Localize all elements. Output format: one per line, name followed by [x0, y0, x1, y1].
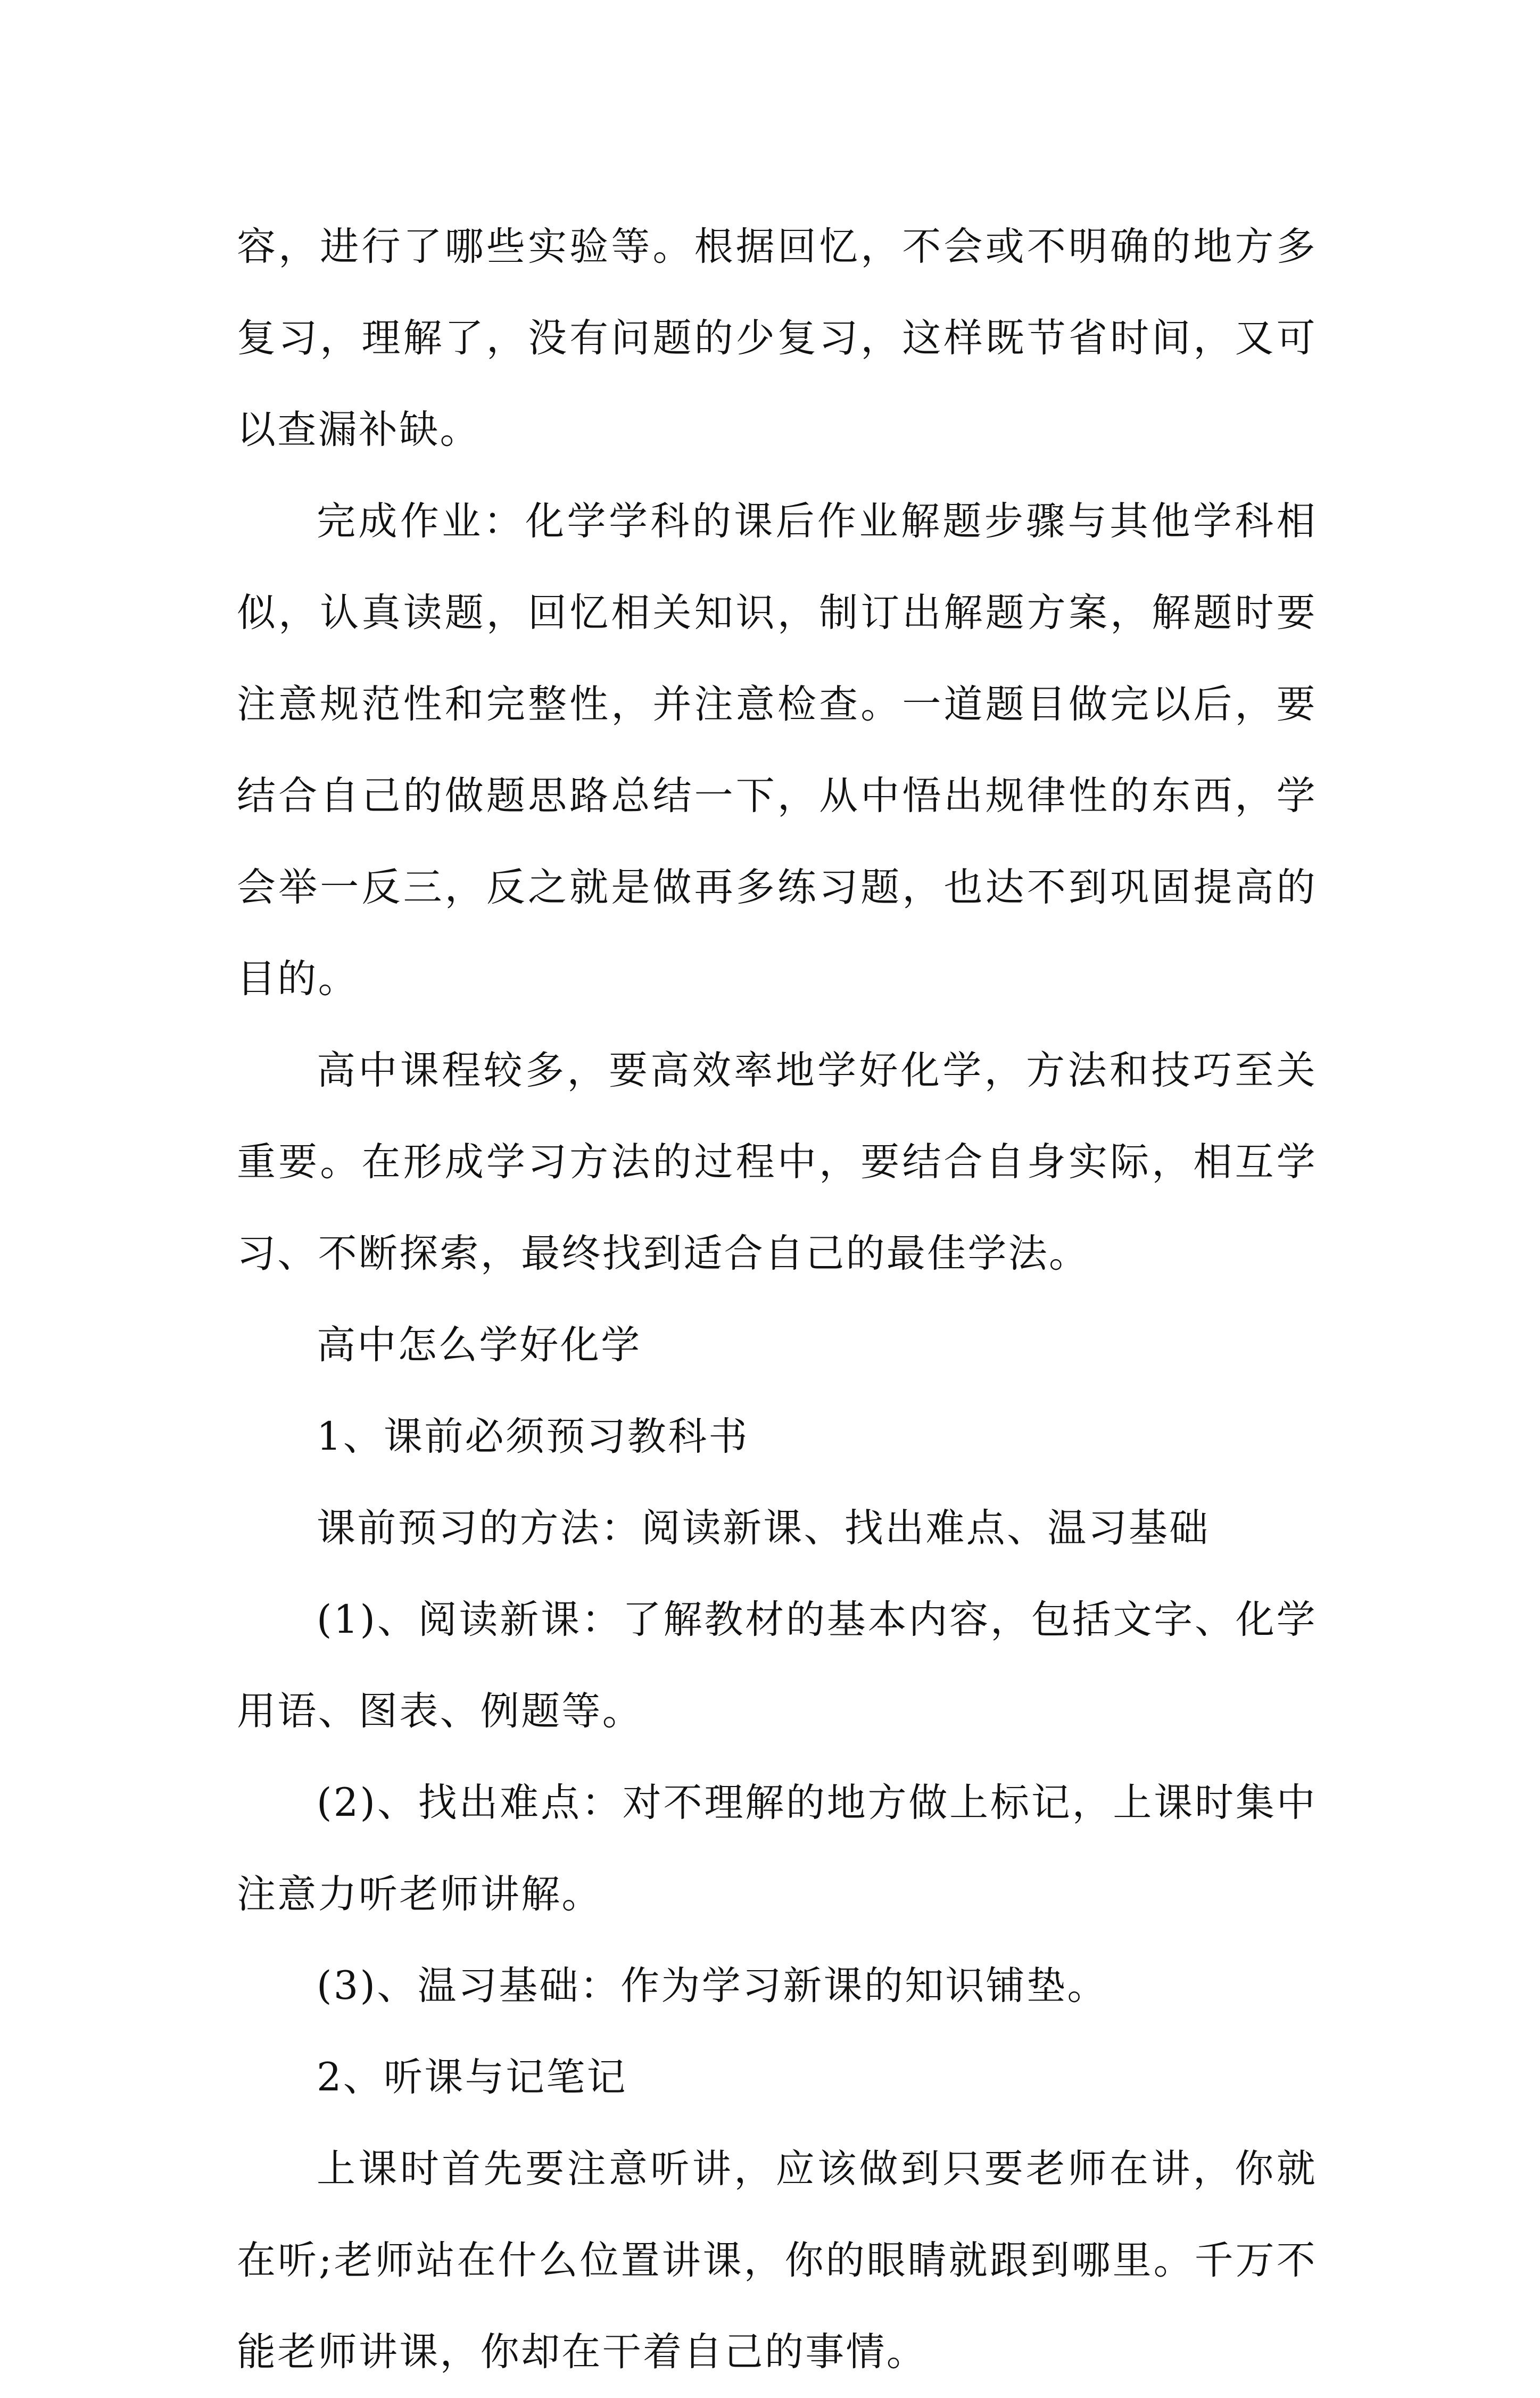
paragraph-listening: 上课时首先要注意听讲，应该做到只要老师在讲，你就在听;老师站在什么位置讲课，你的眼睛就跟到哪里。千万不能老师讲课，你却在干着自己的事情。	[237, 2146, 1317, 2375]
section-heading: 高中怎么学好化学	[317, 1322, 642, 1368]
list-item-review-basics: (3)、温习基础：作为学习新课的知识铺垫。	[317, 1963, 1108, 2008]
paragraph-continued: 容，进行了哪些实验等。根据回忆，不会或不明确的地方多复习，理解了，没有问题的少复习，这样既节省时间，又可以查漏补缺。	[237, 224, 1317, 452]
document-page	[237, 201, 1317, 2398]
list-item-find-difficulty: (2)、找出难点：对不理解的地方做上标记，上课时集中注意力听老师讲解。	[237, 1780, 1317, 1917]
paragraph-homework: 完成作业：化学学科的课后作业解题步骤与其他学科相似，认真读题，回忆相关知识，制订出解题方案，解题时要注意规范性和完整性，并注意检查。一道题目做完以后，要结合自己的做题思路总结一下，从中悟出规律性的东西，学会举一反三，反之就是做再多练习题，也达不到巩固提高的目的。	[237, 499, 1317, 1002]
paragraph-summary: 高中课程较多，要高效率地学好化学，方法和技巧至关重要。在形成学习方法的过程中，要结合自身实际，相互学习、不断探索，最终找到适合自己的最佳学法。	[237, 1048, 1317, 1276]
list-item-read-new: (1)、阅读新课：了解教材的基本内容，包括文字、化学用语、图表、例题等。	[237, 1597, 1317, 1734]
subheading-listening: 2、听课与记笔记	[317, 2055, 627, 2100]
subheading-preview: 1、课前必须预习教科书	[317, 1414, 749, 1459]
paragraph-preview-method: 课前预习的方法：阅读新课、找出难点、温习基础	[317, 1506, 1210, 1551]
